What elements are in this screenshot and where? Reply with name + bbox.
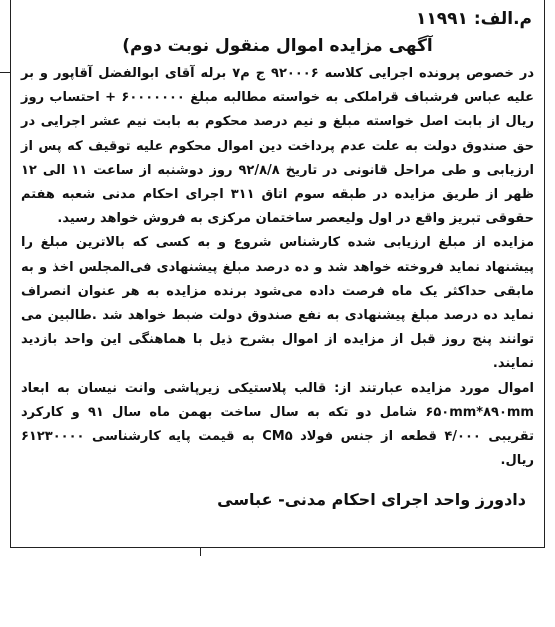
newspaper-notice-clipping [10,0,545,548]
notice-paragraph-case: در خصوص پرونده اجرایی کلاسه ۹۲۰۰۰۶ ج م۷ برله آقای ابوالفضل آقاپور و بر علیه عباس فرشباف قراملکی به خواسته مطالبه مبلغ ۶۰۰۰۰۰۰۰ + احتساب روز ریال از بابت اصل خواسته مبلغ و نیم درصد محکوم به بابت نیم عشر اجرایی در حق صندوق دولت به علت عدم پرداخت دین اموال محکوم علیه توقیف که پس از ارزیابی و طی مراحل قانونی در تاریخ ۹۲/۸/۸ روز دوشنبه از ساعت ۱۱ الی ۱۲ ظهر از طریق مزایده در طبقه سوم اتاق ۳۱۱ اجرای احکام مدنی شعبه هفتم حقوقی تبریز واقع در اول ولیعصر ساختمان مرکزی به فروش خواهد رسید. [21,66,535,227]
notice-paragraph-items: اموال مورد مزایده عبارتند از: قالب پلاستیکی زیرپاشی وانت نیسان به ابعاد ۶۵۰mm*۸۹۰mm شامل دو تکه به سال ساخت بهمن ماه سال ۹۱ و کارکرد تقریبی ۴/۰۰۰ قطعه از جنس فولاد CM۵ به قیمت پایه کارشناسی ۶۱۲۳۰۰۰۰ ریال. [21,380,534,469]
notice-code: م.الف: ۱۱۹۹۱ [416,9,532,29]
frame-tick-left [0,72,10,73]
notice-paragraph-terms: مزایده از مبلغ ارزیابی شده کارشناس شروع و به کسی که بالاترین مبلغ را پیشنهاد نماید فروخته خواهد شد و ده درصد مبلغ پیشنهادی فی‌المجلس اخذ و به مابقی حداکثر یک ماه فرصت داده می‌شود برنده مزایده به هر عنوان انصراف نماید ده درصد مبلغ پیشنهادی به نفع صندوق دولت ضبط خواهد شد .طالبین می توانند پنج روز قبل از مزایده از اموال بشرح ذیل با هماهنگی این واحد بازدید نمایند. [21,235,534,372]
frame-tick-bottom [200,548,201,556]
notice-headline: آگهی مزایده اموال منقول نوبت دوم) [122,36,433,56]
notice-signature: دادورز واحد اجرای احکام مدنی- عباسی [217,490,526,510]
